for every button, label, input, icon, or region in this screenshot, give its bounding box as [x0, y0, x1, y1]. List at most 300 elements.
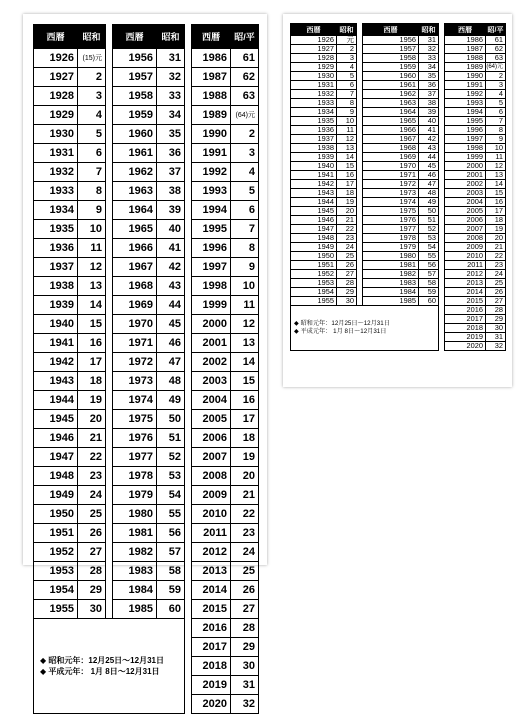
western-year-cell: 1974	[363, 198, 419, 207]
western-year-cell: 1943	[34, 372, 78, 391]
western-year-cell: 1990	[445, 72, 486, 81]
column-gap	[185, 68, 192, 87]
showa-heisei-year-cell: 21	[486, 243, 506, 252]
western-year-cell: 1995	[192, 220, 231, 239]
showa-year-cell: 42	[419, 135, 439, 144]
showa-year-cell: 15	[337, 162, 357, 171]
western-year-cell: 1926	[34, 49, 78, 68]
western-year-cell: 1937	[291, 135, 337, 144]
western-year-cell: 2003	[445, 189, 486, 198]
western-year-cell: 1941	[34, 334, 78, 353]
showa-year-cell: 28	[78, 562, 106, 581]
western-year-cell: 1981	[363, 261, 419, 270]
showa-year-cell: 23	[337, 234, 357, 243]
western-year-cell: 1990	[192, 125, 231, 144]
showa-year-cell: 32	[419, 45, 439, 54]
western-year-cell: 1961	[113, 144, 157, 163]
western-year-cell: 1927	[291, 45, 337, 54]
showa-year-cell: 8	[337, 99, 357, 108]
showa-year-cell: 57	[419, 270, 439, 279]
table-row	[291, 243, 506, 252]
western-year-cell: 1961	[363, 81, 419, 90]
showa-heisei-year-cell: 18	[231, 429, 259, 448]
showa-heisei-year-cell: 17	[486, 207, 506, 216]
table-row	[291, 216, 506, 225]
column-gap	[185, 657, 192, 676]
table-row	[34, 334, 259, 353]
column-gap	[106, 524, 113, 543]
western-year-cell: 1964	[363, 108, 419, 117]
showa-heisei-year-cell: 16	[231, 391, 259, 410]
table-row	[34, 125, 259, 144]
showa-year-cell: 56	[419, 261, 439, 270]
showa-heisei-year-cell: 18	[486, 216, 506, 225]
large-conversion-card	[23, 14, 267, 710]
western-year-cell: 1970	[363, 162, 419, 171]
showa-year-cell: 41	[157, 239, 185, 258]
column-gap	[106, 220, 113, 239]
western-year-cell: 2013	[445, 279, 486, 288]
showa-year-cell: 2	[78, 68, 106, 87]
western-year-cell: 1939	[34, 296, 78, 315]
column-gap	[106, 87, 113, 106]
western-year-cell: 1989	[445, 63, 486, 72]
western-year-cell: 2011	[192, 524, 231, 543]
western-year-cell: 1928	[291, 54, 337, 63]
showa-heisei-year-cell: 22	[486, 252, 506, 261]
western-year-cell: 2014	[192, 581, 231, 600]
western-year-cell: 1971	[363, 171, 419, 180]
western-year-cell: 1962	[363, 90, 419, 99]
western-year-cell: 1992	[192, 163, 231, 182]
western-year-cell: 1965	[113, 220, 157, 239]
showa-heisei-year-cell: 14	[486, 180, 506, 189]
showa-heisei-year-cell: 10	[486, 144, 506, 153]
showa-year-cell: 48	[157, 372, 185, 391]
column-gap	[106, 296, 113, 315]
western-year-cell: 1953	[291, 279, 337, 288]
showa-year-cell: 40	[157, 220, 185, 239]
showa-year-cell: 20	[337, 207, 357, 216]
western-year-cell: 1987	[192, 68, 231, 87]
column-gap	[185, 220, 192, 239]
western-year-cell: 1936	[34, 239, 78, 258]
column-gap	[185, 144, 192, 163]
showa-year-cell: 8	[78, 182, 106, 201]
showa-year-cell: 48	[419, 189, 439, 198]
column-gap	[106, 353, 113, 372]
western-year-cell: 1949	[34, 486, 78, 505]
western-year-cell: 1958	[363, 54, 419, 63]
showa-heisei-year-cell: 21	[231, 486, 259, 505]
table-row	[291, 144, 506, 153]
western-year-cell: 1982	[363, 270, 419, 279]
western-year-cell: 2008	[192, 467, 231, 486]
showa-year-cell: 43	[419, 144, 439, 153]
table-row	[34, 372, 259, 391]
western-year-cell: 1997	[192, 258, 231, 277]
western-year-cell: 2020	[192, 695, 231, 714]
showa-year-cell: 20	[78, 410, 106, 429]
showa-heisei-year-cell: (64)元	[231, 106, 259, 125]
western-year-cell: 1984	[113, 581, 157, 600]
column-gap	[185, 524, 192, 543]
western-year-cell: 2016	[445, 306, 486, 315]
showa-year-cell: 33	[419, 54, 439, 63]
showa-heisei-year-cell: 25	[486, 279, 506, 288]
table-row	[291, 171, 506, 180]
showa-year-cell: 39	[157, 201, 185, 220]
showa-year-cell: 25	[337, 252, 357, 261]
showa-year-cell: 53	[419, 234, 439, 243]
showa-year-cell: 17	[78, 353, 106, 372]
era-note: ◆ 平成元年： 1月 8日〜12月31日	[294, 328, 387, 335]
western-year-cell: 1977	[113, 448, 157, 467]
showa-heisei-year-cell: 5	[486, 99, 506, 108]
column-gap	[185, 391, 192, 410]
showa-year-cell: 17	[337, 180, 357, 189]
western-year-cell: 2017	[192, 638, 231, 657]
showa-year-cell: 10	[78, 220, 106, 239]
showa-year-cell: 30	[78, 600, 106, 619]
showa-heisei-year-cell: 15	[486, 189, 506, 198]
western-year-cell: 2011	[445, 261, 486, 270]
showa-heisei-year-cell: 11	[486, 153, 506, 162]
column-gap	[185, 239, 192, 258]
showa-heisei-year-cell: 4	[486, 90, 506, 99]
showa-year-cell: 9	[78, 201, 106, 220]
showa-year-cell: 38	[419, 99, 439, 108]
western-year-cell: 1951	[291, 261, 337, 270]
western-year-cell: 1934	[291, 108, 337, 117]
showa-year-cell: 4	[337, 63, 357, 72]
showa-year-cell: 10	[337, 117, 357, 126]
showa-year-cell: 33	[157, 87, 185, 106]
showa-year-cell: 58	[157, 562, 185, 581]
western-year-cell: 1954	[291, 288, 337, 297]
showa-year-cell: 51	[157, 429, 185, 448]
showa-year-cell: 35	[419, 72, 439, 81]
column-gap	[106, 543, 113, 562]
showa-year-cell: 18	[78, 372, 106, 391]
table-row	[291, 126, 506, 135]
showa-year-cell: 28	[337, 279, 357, 288]
western-year-cell: 1956	[113, 49, 157, 68]
western-year-cell: 1986	[445, 36, 486, 45]
western-year-cell: 1962	[113, 163, 157, 182]
showa-year-cell: 36	[157, 144, 185, 163]
column-gap	[185, 505, 192, 524]
western-year-cell: 1930	[34, 125, 78, 144]
column-gap	[106, 68, 113, 87]
western-year-cell: 2010	[445, 252, 486, 261]
western-year-cell: 1996	[445, 126, 486, 135]
table-row	[291, 270, 506, 279]
table-row	[34, 353, 259, 372]
showa-year-cell: 40	[419, 117, 439, 126]
showa-year-cell: 13	[78, 277, 106, 296]
header-western-2: 西暦	[113, 25, 157, 49]
showa-year-cell: 26	[78, 524, 106, 543]
showa-year-cell: 24	[337, 243, 357, 252]
showa-heisei-year-cell: 10	[231, 277, 259, 296]
column-gap	[185, 619, 192, 638]
western-year-cell: 1970	[113, 315, 157, 334]
showa-heisei-year-cell: 30	[486, 324, 506, 333]
western-year-cell: 1987	[445, 45, 486, 54]
showa-year-cell: 54	[419, 243, 439, 252]
column-gap	[106, 106, 113, 125]
column-gap	[106, 486, 113, 505]
western-year-cell: 1947	[34, 448, 78, 467]
column-gap	[106, 277, 113, 296]
showa-year-cell: 11	[337, 126, 357, 135]
table-row	[291, 90, 506, 99]
table-row	[34, 410, 259, 429]
header-showa-1: 昭和	[78, 25, 106, 49]
western-year-cell: 1978	[113, 467, 157, 486]
showa-year-cell: 29	[337, 288, 357, 297]
showa-year-cell: 18	[337, 189, 357, 198]
table-row	[291, 306, 506, 315]
western-year-cell: 1945	[291, 207, 337, 216]
western-year-cell: 1999	[192, 296, 231, 315]
showa-year-cell: 44	[419, 153, 439, 162]
western-year-cell: 1950	[291, 252, 337, 261]
western-year-cell: 1963	[363, 99, 419, 108]
column-gap	[106, 258, 113, 277]
showa-year-cell: 6	[78, 144, 106, 163]
western-year-cell: 1993	[445, 99, 486, 108]
showa-heisei-year-cell: 6	[486, 108, 506, 117]
showa-year-cell: 59	[157, 581, 185, 600]
showa-heisei-year-cell: 12	[231, 315, 259, 334]
western-year-cell: 1992	[445, 90, 486, 99]
column-gap	[106, 372, 113, 391]
header-western-1: 西暦	[34, 25, 78, 49]
showa-heisei-year-cell: 13	[486, 171, 506, 180]
table-row	[34, 486, 259, 505]
western-year-cell: 1977	[363, 225, 419, 234]
table-row	[34, 239, 259, 258]
era-note: ◆ 昭和元年：12月25日〜12月31日	[294, 320, 390, 327]
column-gap	[185, 353, 192, 372]
column-gap	[106, 201, 113, 220]
showa-heisei-year-cell: 11	[231, 296, 259, 315]
era-note: ◆ 昭和元年：12月25日〜12月31日	[40, 656, 164, 665]
western-year-cell: 1952	[291, 270, 337, 279]
table-row	[291, 45, 506, 54]
showa-heisei-year-cell: (64)元	[486, 63, 506, 72]
western-year-cell: 2014	[445, 288, 486, 297]
western-year-cell: 1981	[113, 524, 157, 543]
column-gap	[185, 106, 192, 125]
showa-year-cell: 31	[419, 36, 439, 45]
showa-year-cell: 53	[157, 467, 185, 486]
column-gap	[106, 125, 113, 144]
column-gap	[185, 486, 192, 505]
western-year-cell: 1933	[291, 99, 337, 108]
western-year-cell: 1972	[363, 180, 419, 189]
showa-year-cell: 49	[157, 391, 185, 410]
showa-year-cell: 3	[337, 54, 357, 63]
western-year-cell: 1968	[363, 144, 419, 153]
western-year-cell: 1996	[192, 239, 231, 258]
showa-heisei-year-cell: 4	[231, 163, 259, 182]
showa-heisei-year-cell: 5	[231, 182, 259, 201]
western-year-cell: 2004	[445, 198, 486, 207]
western-year-cell: 1937	[34, 258, 78, 277]
western-year-cell: 1936	[291, 126, 337, 135]
western-year-cell: 1998	[192, 277, 231, 296]
western-year-cell: 2007	[445, 225, 486, 234]
western-year-cell: 1941	[291, 171, 337, 180]
showa-heisei-year-cell: 25	[231, 562, 259, 581]
showa-heisei-year-cell: 22	[231, 505, 259, 524]
showa-year-cell: 37	[419, 90, 439, 99]
column-gap	[106, 49, 113, 68]
western-year-cell: 1927	[34, 68, 78, 87]
table-row	[291, 225, 506, 234]
table-row	[34, 277, 259, 296]
western-year-cell: 1994	[445, 108, 486, 117]
table-row	[291, 153, 506, 162]
western-year-cell: 2010	[192, 505, 231, 524]
era-notes	[34, 619, 185, 714]
table-row	[34, 600, 259, 619]
header-showa-2: 昭和	[419, 24, 439, 36]
column-gap	[106, 581, 113, 600]
western-year-cell: 1938	[34, 277, 78, 296]
showa-year-cell: 4	[78, 106, 106, 125]
showa-year-cell: 5	[78, 125, 106, 144]
western-year-cell: 1983	[363, 279, 419, 288]
showa-year-cell: 38	[157, 182, 185, 201]
showa-heisei-year-cell: 6	[231, 201, 259, 220]
western-year-cell: 1989	[192, 106, 231, 125]
western-year-cell: 2019	[192, 676, 231, 695]
showa-year-cell: 45	[419, 162, 439, 171]
column-gap	[106, 315, 113, 334]
table-row	[291, 63, 506, 72]
showa-year-cell: 27	[337, 270, 357, 279]
showa-year-cell: 24	[78, 486, 106, 505]
table-row	[34, 429, 259, 448]
showa-year-cell: 7	[337, 90, 357, 99]
showa-heisei-year-cell: 26	[486, 288, 506, 297]
header-western-2: 西暦	[363, 24, 419, 36]
showa-year-cell: 36	[419, 81, 439, 90]
western-year-cell: 1929	[291, 63, 337, 72]
western-year-cell: 1949	[291, 243, 337, 252]
column-gap	[185, 25, 192, 49]
western-year-cell: 2009	[445, 243, 486, 252]
showa-year-cell: 50	[157, 410, 185, 429]
western-year-cell: 2013	[192, 562, 231, 581]
western-year-cell: 1954	[34, 581, 78, 600]
header-showa-2: 昭和	[157, 25, 185, 49]
table-row	[34, 543, 259, 562]
western-year-cell: 1985	[363, 297, 419, 306]
western-year-cell: 1988	[445, 54, 486, 63]
western-year-cell: 1935	[34, 220, 78, 239]
western-year-cell: 1932	[291, 90, 337, 99]
column-gap	[185, 372, 192, 391]
showa-heisei-year-cell: 31	[486, 333, 506, 342]
small-year-conversion-table	[290, 23, 506, 351]
western-year-cell: 1983	[113, 562, 157, 581]
western-year-cell: 1973	[363, 189, 419, 198]
showa-heisei-year-cell: 13	[231, 334, 259, 353]
table-row	[291, 54, 506, 63]
showa-year-cell: 22	[78, 448, 106, 467]
western-year-cell: 1946	[34, 429, 78, 448]
showa-year-cell: 41	[419, 126, 439, 135]
western-year-cell: 2004	[192, 391, 231, 410]
showa-year-cell: 14	[78, 296, 106, 315]
western-year-cell: 1960	[113, 125, 157, 144]
western-year-cell: 2005	[192, 410, 231, 429]
showa-year-cell: 21	[78, 429, 106, 448]
showa-year-cell: 9	[337, 108, 357, 117]
table-row	[291, 189, 506, 198]
column-gap	[185, 581, 192, 600]
showa-year-cell: 19	[337, 198, 357, 207]
table-row	[34, 258, 259, 277]
showa-year-cell: 52	[157, 448, 185, 467]
western-year-cell: 1950	[34, 505, 78, 524]
western-year-cell: 1982	[113, 543, 157, 562]
showa-year-cell: 34	[157, 106, 185, 125]
showa-year-cell: 27	[78, 543, 106, 562]
western-year-cell: 1957	[363, 45, 419, 54]
header-showa-heisei: 昭/平	[231, 25, 259, 49]
header-row	[291, 24, 506, 36]
western-year-cell: 1946	[291, 216, 337, 225]
column-gap	[185, 334, 192, 353]
showa-heisei-year-cell: 3	[486, 81, 506, 90]
showa-heisei-year-cell: 23	[486, 261, 506, 270]
western-year-cell: 1942	[291, 180, 337, 189]
column-gap	[106, 505, 113, 524]
showa-year-cell: 25	[78, 505, 106, 524]
western-year-cell: 1967	[113, 258, 157, 277]
showa-heisei-year-cell: 24	[231, 543, 259, 562]
western-year-cell: 1988	[192, 87, 231, 106]
western-year-cell: 2015	[445, 297, 486, 306]
western-year-cell: 1986	[192, 49, 231, 68]
showa-heisei-year-cell: 24	[486, 270, 506, 279]
western-year-cell: 2020	[445, 342, 486, 351]
showa-year-cell: 60	[157, 600, 185, 619]
western-year-cell: 1967	[363, 135, 419, 144]
showa-year-cell: 45	[157, 315, 185, 334]
showa-year-cell: 2	[337, 45, 357, 54]
western-year-cell: 1978	[363, 234, 419, 243]
showa-heisei-year-cell: 19	[486, 225, 506, 234]
showa-year-cell: 21	[337, 216, 357, 225]
column-gap	[185, 448, 192, 467]
showa-heisei-year-cell: 7	[486, 117, 506, 126]
showa-year-cell: 47	[157, 353, 185, 372]
showa-heisei-year-cell: 2	[231, 125, 259, 144]
column-gap	[185, 676, 192, 695]
western-year-cell: 1958	[113, 87, 157, 106]
header-showa-1: 昭和	[337, 24, 357, 36]
table-row	[291, 234, 506, 243]
showa-heisei-year-cell: 16	[486, 198, 506, 207]
western-year-cell: 1932	[34, 163, 78, 182]
